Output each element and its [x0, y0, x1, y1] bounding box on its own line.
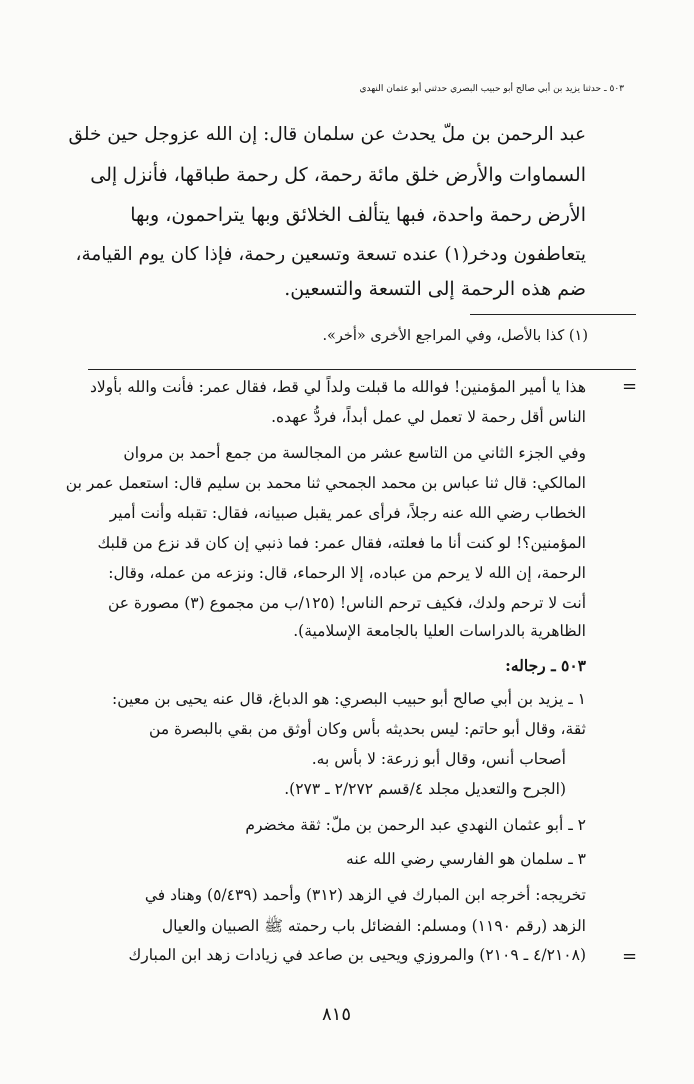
takhrij-line: تخريجه: أخرجه ابن المبارك في الزهد (٣١٢) وأحمد (٥/٤٣٩) وهناد في	[144, 886, 586, 904]
rijal-line: ٢ ـ أبو عثمان النهدي عبد الرحمن بن ملّ: ثقة مخضرم	[245, 816, 586, 834]
hadith-line: الأرض رحمة واحدة، فبها يتألف الخلائق وبها يتراحمون، وبها	[130, 204, 586, 226]
commentary-line: الخطاب رضي الله عنه رجلاً، فرأى عمر يقبل صبيانه، فقال: تقبله وأنت أمير	[109, 504, 586, 522]
rijal-line: (الجرح والتعديل مجلد ٤/قسم ٢/٢٧٢ ـ ٢٧٣).	[284, 780, 566, 798]
takhrij-line: (٤/٢١٠٨ ـ ٢١٠٩) والمروزي ويحيى بن صاعد في زيادات زهد ابن المبارك	[128, 946, 586, 964]
commentary-line: الرحمة، إن الله لا يرحم من عباده، إلا الرحماء، قال: ونزعه من عمله، وقال:	[108, 564, 586, 582]
hadith-line: يتعاطفون ودخر(١) عنده تسعة وتسعين رحمة، فإذا كان يوم القيامة،	[75, 244, 586, 265]
end-continuation-mark: =	[622, 946, 638, 967]
hadith-line: ٥٠٣ ـ حدثنا يزيد بن أبي صالح أبو حبيب البصري حدثني أبو عثمان النهدي	[359, 84, 624, 94]
continuation-mark: =	[622, 376, 638, 397]
rijal-line: أصحاب أنس، وقال أبو زرعة: لا بأس به.	[311, 750, 566, 768]
commentary-line: هذا يا أمير المؤمنين! فوالله ما قبلت ولداً لي قط، فقال عمر: فأنت والله بأولاد	[89, 378, 586, 396]
takhrij-line: الزهد (رقم ١١٩٠) ومسلم: الفضائل باب رحمته ﷺ الصبيان والعيال	[161, 917, 586, 935]
hadith-line: ضم هذه الرحمة إلى التسعة والتسعين.	[284, 278, 586, 300]
rijal-line: ٣ ـ سلمان هو الفارسي رضي الله عنه	[346, 850, 586, 868]
rijal-line: ١ ـ يزيد بن أبي صالح أبو حبيب البصري: هو الدباغ، قال عنه يحيى بن معين:	[112, 690, 586, 708]
hadith-line: السماوات والأرض خلق مائة رحمة، كل رحمة طباقها، فأنزل إلى	[90, 164, 586, 186]
commentary-line: المالكي: قال ثنا عباس بن محمد الجمحي ثنا محمد بن سليم قال: استعمل عمر بن	[65, 474, 586, 492]
commentary-line: الظاهرية بالدراسات العليا بالجامعة الإسلامية).	[293, 622, 586, 640]
commentary-separator	[88, 369, 636, 370]
commentary-line: المؤمنين؟! لو كنت أنا ما فعلته، فقال عمر: فما ذنبي إن كان قد نزع من قلبك	[97, 534, 586, 552]
commentary-line: الناس أقل رحمة لا تعمل لي عمل أبداً، فردُّ عهده.	[271, 408, 586, 426]
commentary-line: أنت لا ترحم ولدك، فكيف ترحم الناس! (١٢٥/ب من مجموع (٣) مصورة عن	[107, 594, 586, 612]
hadith-line: عبد الرحمن بن ملّ يحدث عن سلمان قال: إن الله عزوجل حين خلق	[68, 124, 586, 145]
footnote: (١) كذا بالأصل، وفي المراجع الأخرى «أخر».	[322, 328, 588, 344]
rijal-line: ثقة، وقال أبو حاتم: ليس بحديثه بأس وكان أوثق من بقي بالبصرة من	[149, 720, 586, 738]
footnote-separator	[470, 314, 636, 315]
page-number: ٨١٥	[322, 1004, 352, 1025]
commentary-line: وفي الجزء الثاني من التاسع عشر من المجالسة من جمع أحمد بن مروان	[123, 444, 586, 462]
rijal-heading: ٥٠٣ ـ رجاله:	[505, 656, 586, 675]
